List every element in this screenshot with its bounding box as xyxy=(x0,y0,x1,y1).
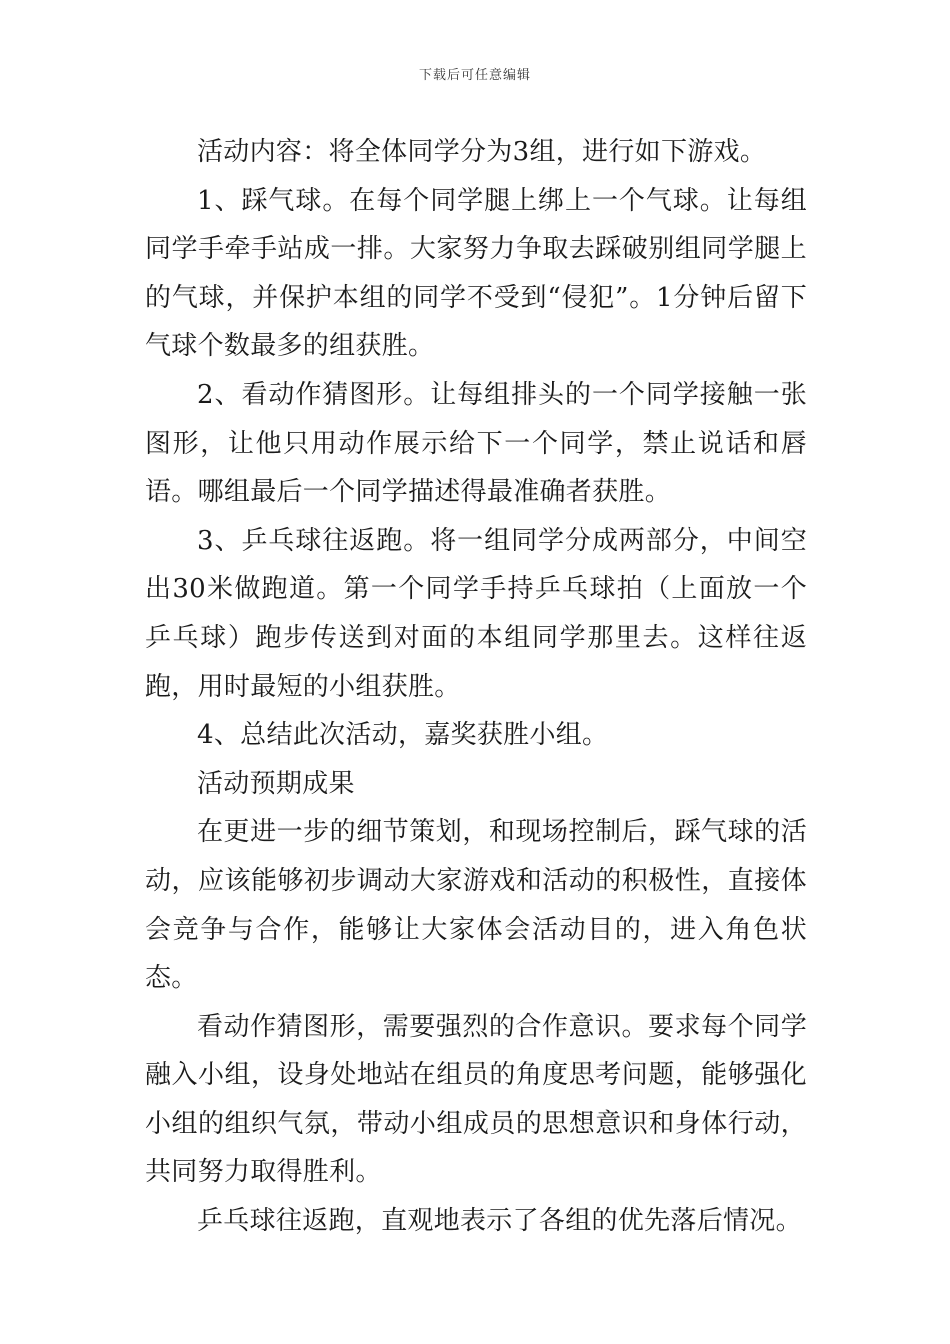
paragraph-activity-content: 活动内容：将全体同学分为3组，进行如下游戏。 xyxy=(197,137,767,167)
section-heading-expected-results: 活动预期成果 xyxy=(197,768,355,799)
paragraph-step-4-summary: 4、总结此次活动，嘉奖获胜小组。 xyxy=(197,720,609,751)
paragraph-result-pingpong: 乒乓球往返跑，直观地表示了各组的优先落后情况。 xyxy=(197,1206,802,1237)
page-header-note: 下载后可任意编辑 xyxy=(418,68,531,83)
paragraph-game-2-guess-shape: 2、看动作猜图形。让每组排头的一个同学接触一张图形，让他只用动作展示给下一个同学，禁止说话和唇语。哪组最后一个同学描述得最准确者获胜。 xyxy=(145,379,807,508)
paragraph-game-3-pingpong-relay: 3、乒乓球往返跑。将一组同学分成两部分，中间空出30米做跑道。第一个同学手持乒乓球拍（上面放一个乒乓球）跑步传送到对面的本组同学那里去。这样往返跑，用时最短的小组获胜。 xyxy=(145,525,807,702)
document-body xyxy=(145,128,807,1246)
paragraph-result-balloon: 在更进一步的细节策划，和现场控制后，踩气球的活动，应该能够初步调动大家游戏和活动的积极性，直接体会竞争与合作，能够让大家体会活动目的，进入角色状态。 xyxy=(145,817,807,994)
paragraph-game-1-balloon: 1、踩气球。在每个同学腿上绑上一个气球。让每组同学手牵手站成一排。大家努力争取去踩破别组同学腿上的气球，并保护本组的同学不受到“侵犯”。1分钟后留下气球个数最多的组获胜。 xyxy=(145,185,807,362)
paragraph-result-guess-shape: 看动作猜图形，需要强烈的合作意识。要求每个同学融入小组，设身处地站在组员的角度思考问题，能够强化小组的组织气氛，带动小组成员的思想意识和身体行动，共同努力取得胜利。 xyxy=(145,1011,807,1188)
